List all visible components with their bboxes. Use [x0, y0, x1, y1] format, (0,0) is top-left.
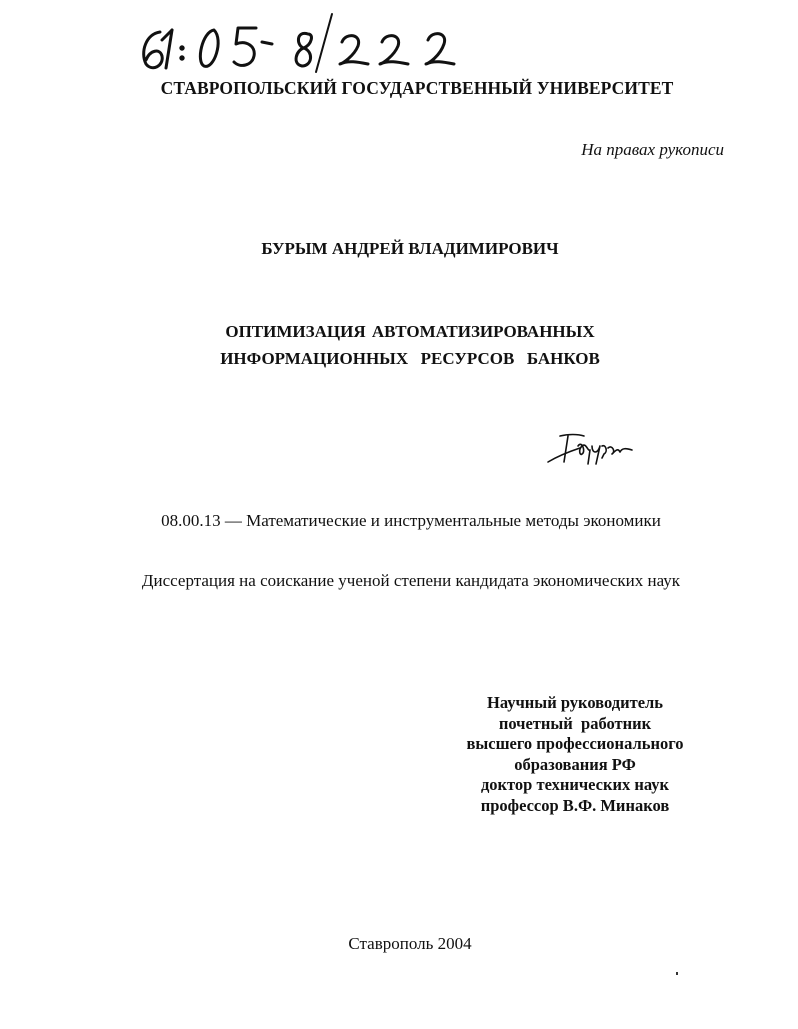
advisor-line-2: почетный работник	[498, 713, 652, 733]
advisor-line-6: профессор В.Ф. Минаков	[480, 795, 670, 815]
scientific-advisor-block	[420, 693, 730, 816]
signature	[538, 428, 638, 468]
handwritten-number-icon	[132, 4, 492, 76]
title-line-1: ОПТИМИЗАЦИЯ АВТОМАТИЗИРОВАННЫХ	[225, 322, 595, 341]
advisor-line-5: доктор технических наук	[480, 775, 670, 794]
advisor-line-1: Научный руководитель	[487, 693, 663, 712]
handwritten-catalog-number	[132, 4, 492, 76]
dissertation-title	[0, 318, 798, 372]
advisor-line-3: высшего профессионального	[466, 734, 684, 753]
city-year: Ставрополь 2004	[348, 934, 472, 953]
manuscript-rights-note: На правах рукописи	[581, 140, 724, 159]
dissertation-degree-note: Диссертация на соискание ученой степени кандидата экономических наук	[141, 571, 681, 590]
author-name: БУРЫМ АНДРЕЙ ВЛАДИМИРОВИЧ	[261, 239, 559, 258]
advisor-line-4: образования РФ	[514, 754, 636, 774]
signature-icon	[538, 428, 638, 468]
specialty-code: 08.00.13 — Математические и инструментальные методы экономики	[161, 511, 661, 530]
university-name: СТАВРОПОЛЬСКИЙ ГОСУДАРСТВЕННЫЙ УНИВЕРСИТЕТ	[160, 78, 674, 98]
scan-speck	[676, 972, 678, 975]
title-line-2: ИНФОРМАЦИОННЫХ РЕСУРСОВ БАНКОВ	[220, 349, 600, 368]
